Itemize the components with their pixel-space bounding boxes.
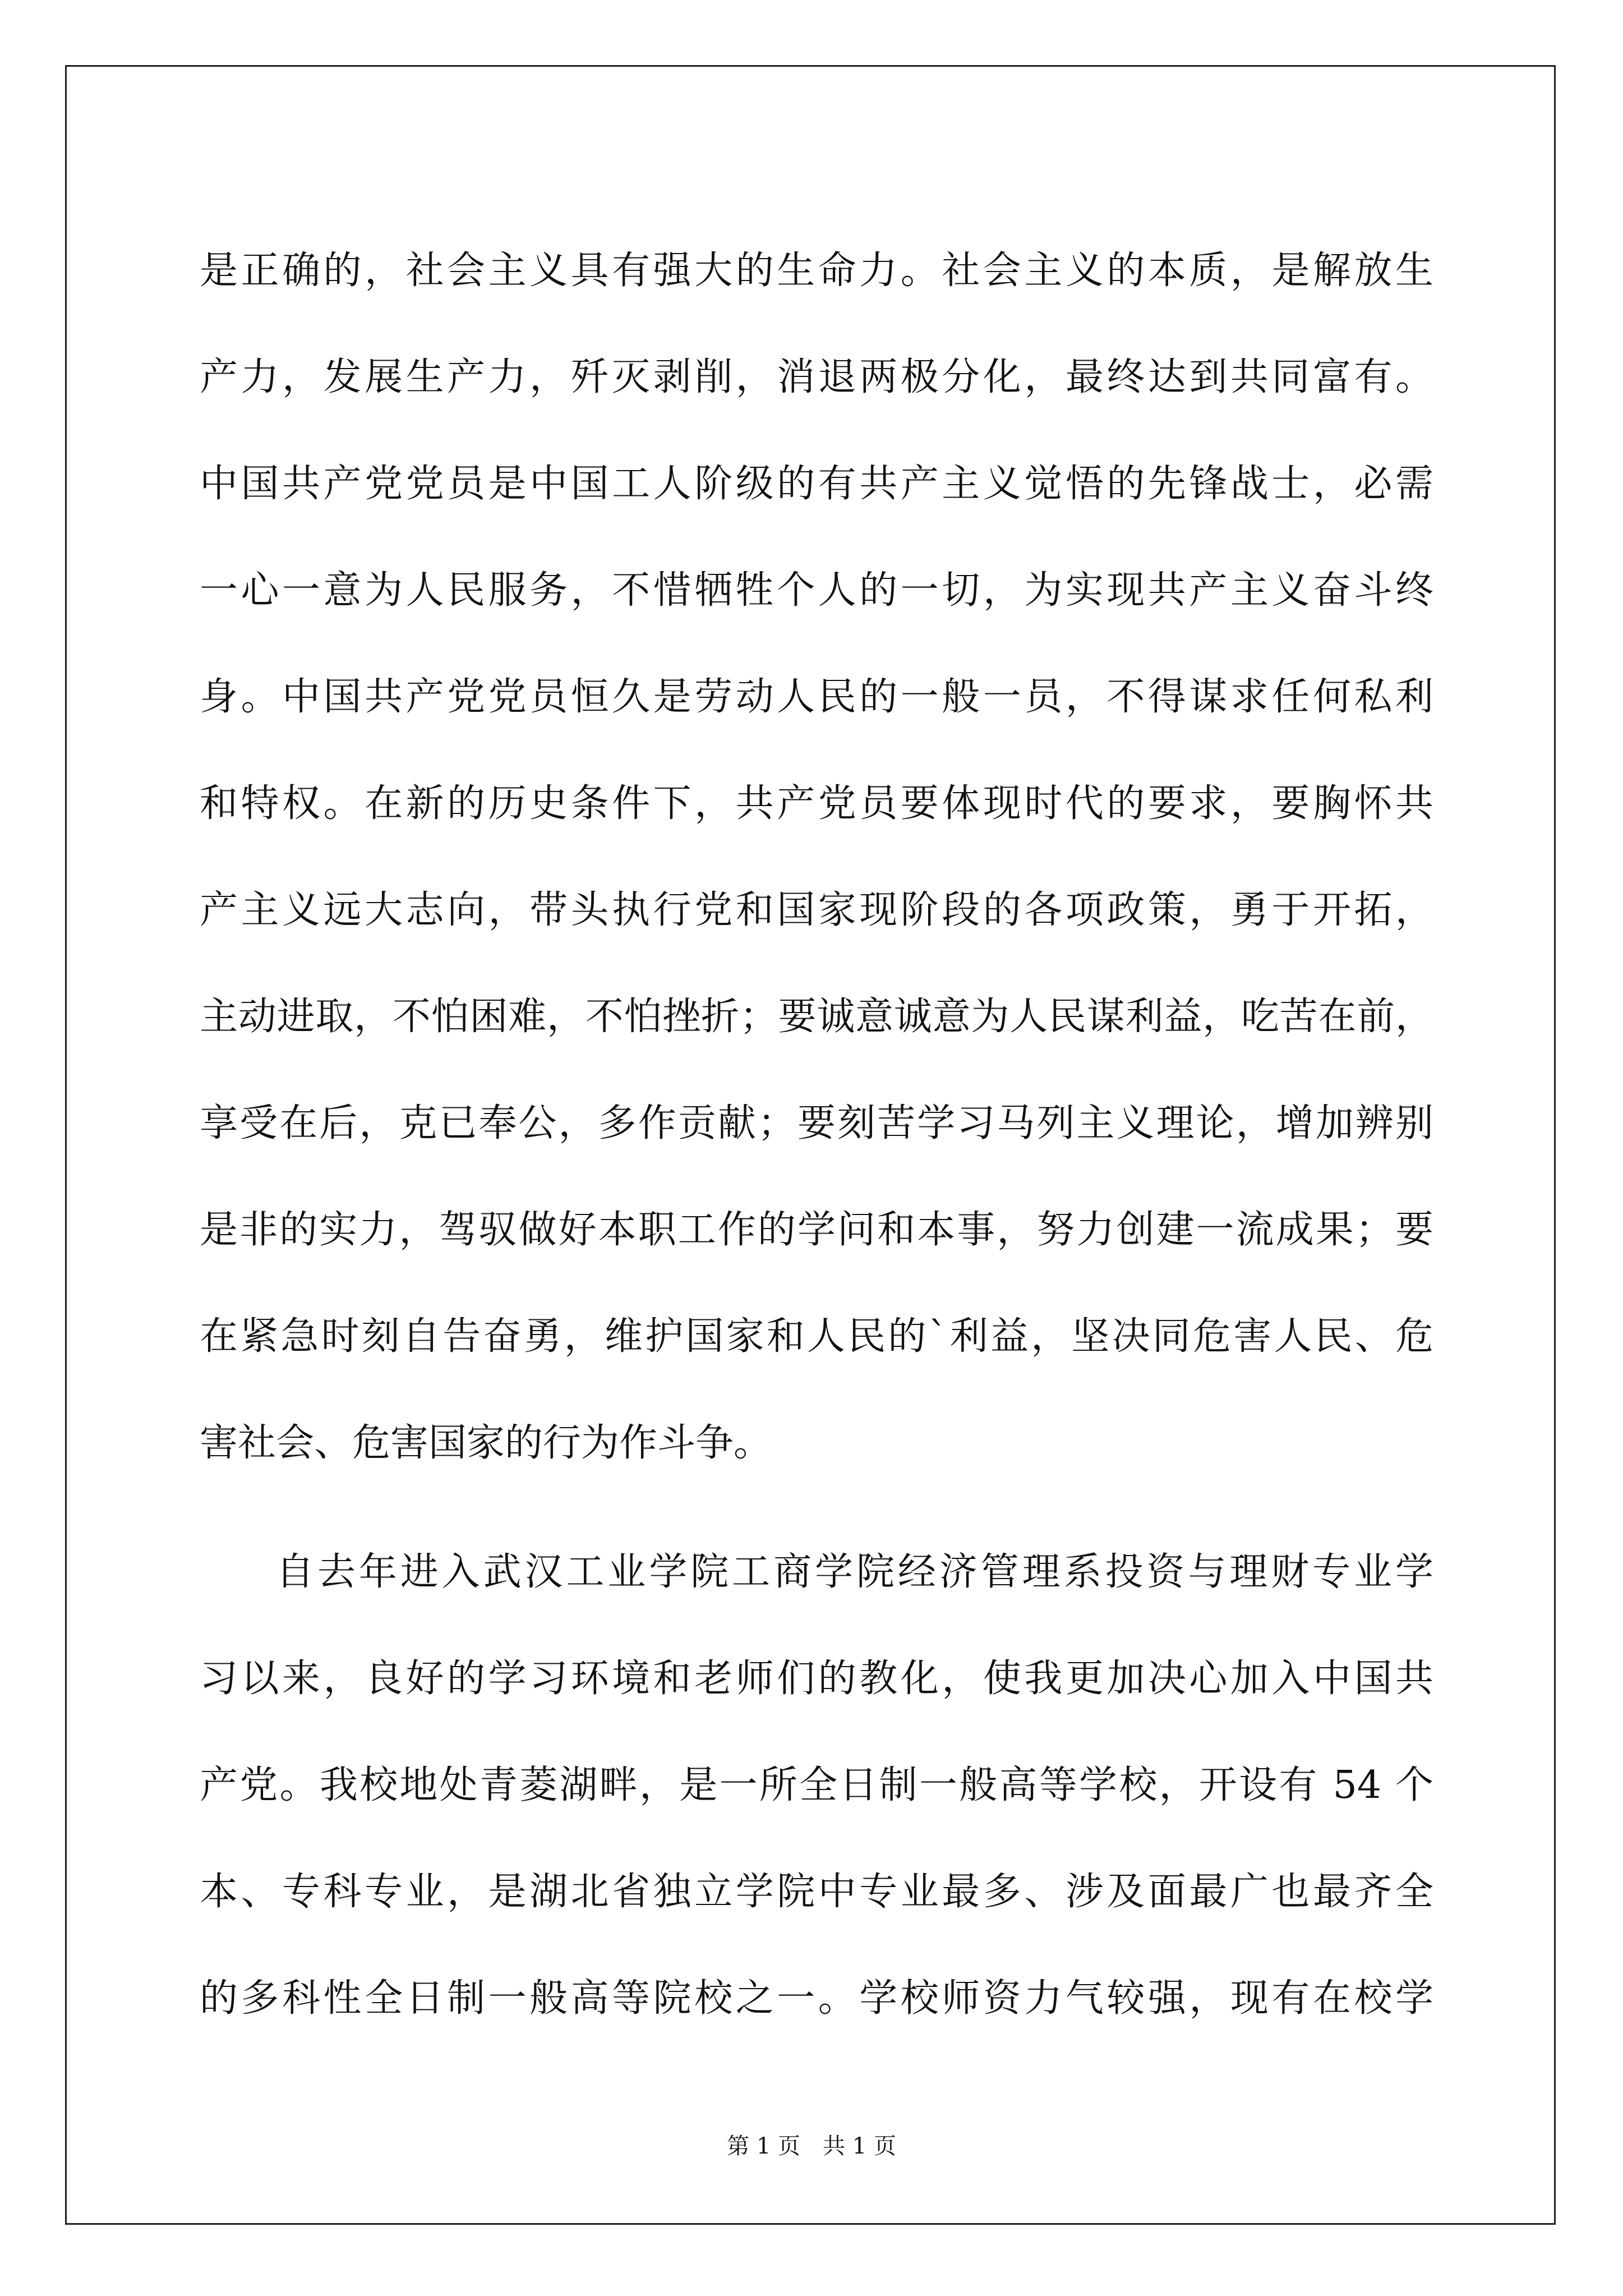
text-line: 的多科性全日制一般高等院校之一。学校师资力气较强，现有在校学	[200, 1976, 1433, 2021]
text-line: 习以来，良好的学习环境和老师们的教化，使我更加决心加入中国共	[200, 1657, 1433, 1701]
page-footer	[0, 2131, 1623, 2162]
text-line: 产主义远大志向，带头执行党和国家现阶段的各项政策，勇于开拓，	[200, 888, 1433, 932]
text-line: 享受在后，克已奉公，多作贡献；要刻苦学习马列主义理论，增加辨别	[200, 1101, 1433, 1145]
text-line: 是正确的，社会主义具有强大的生命力。社会主义的本质，是解放生	[200, 249, 1433, 293]
text-line: 一心一意为人民服务，不惜牺牲个人的一切，为实现共产主义奋斗终	[200, 568, 1433, 613]
text-line: 身。中国共产党党员恒久是劳动人民的一般一员，不得谋求任何私利	[200, 675, 1433, 719]
text-line: 中国共产党党员是中国工人阶级的有共产主义觉悟的先锋战士，必需	[200, 462, 1433, 506]
text-line: 产力，发展生产力，歼灭剥削，消退两极分化，最终达到共同富有。	[200, 355, 1433, 399]
text-line: 产党。我校地处青菱湖畔，是一所全日制一般高等学校，开设有 54 个	[200, 1763, 1433, 1807]
paragraph-1	[200, 218, 1433, 1497]
text-line: 主动进取，不怕困难，不怕挫折；要诚意诚意为人民谋利益，吃苦在前，	[200, 995, 1433, 1039]
paragraph-2	[200, 1519, 1433, 2052]
text-line: 本、专科专业，是湖北省独立学院中专业最多、涉及面最广也最齐全	[200, 1870, 1433, 1914]
document-body	[200, 218, 1433, 2052]
text-line: 是非的实力，驾驭做好本职工作的学问和本事，努力创建一流成果；要	[200, 1208, 1433, 1252]
text-line: 和特权。在新的历史条件下，共产党员要体现时代的要求，要胸怀共	[200, 781, 1433, 826]
page-number-label: 第 1 页 共 1 页	[727, 2133, 896, 2159]
text-line: 害社会、危害国家的行为作斗争。	[200, 1421, 772, 1465]
paragraph-spacer	[200, 1497, 1433, 1519]
text-line: 在紧急时刻自告奋勇，维护国家和人民的`利益，坚决同危害人民、危	[200, 1314, 1433, 1359]
text-line: 自去年进入武汉工业学院工商学院经济管理系投资与理财专业学	[276, 1550, 1433, 1594]
